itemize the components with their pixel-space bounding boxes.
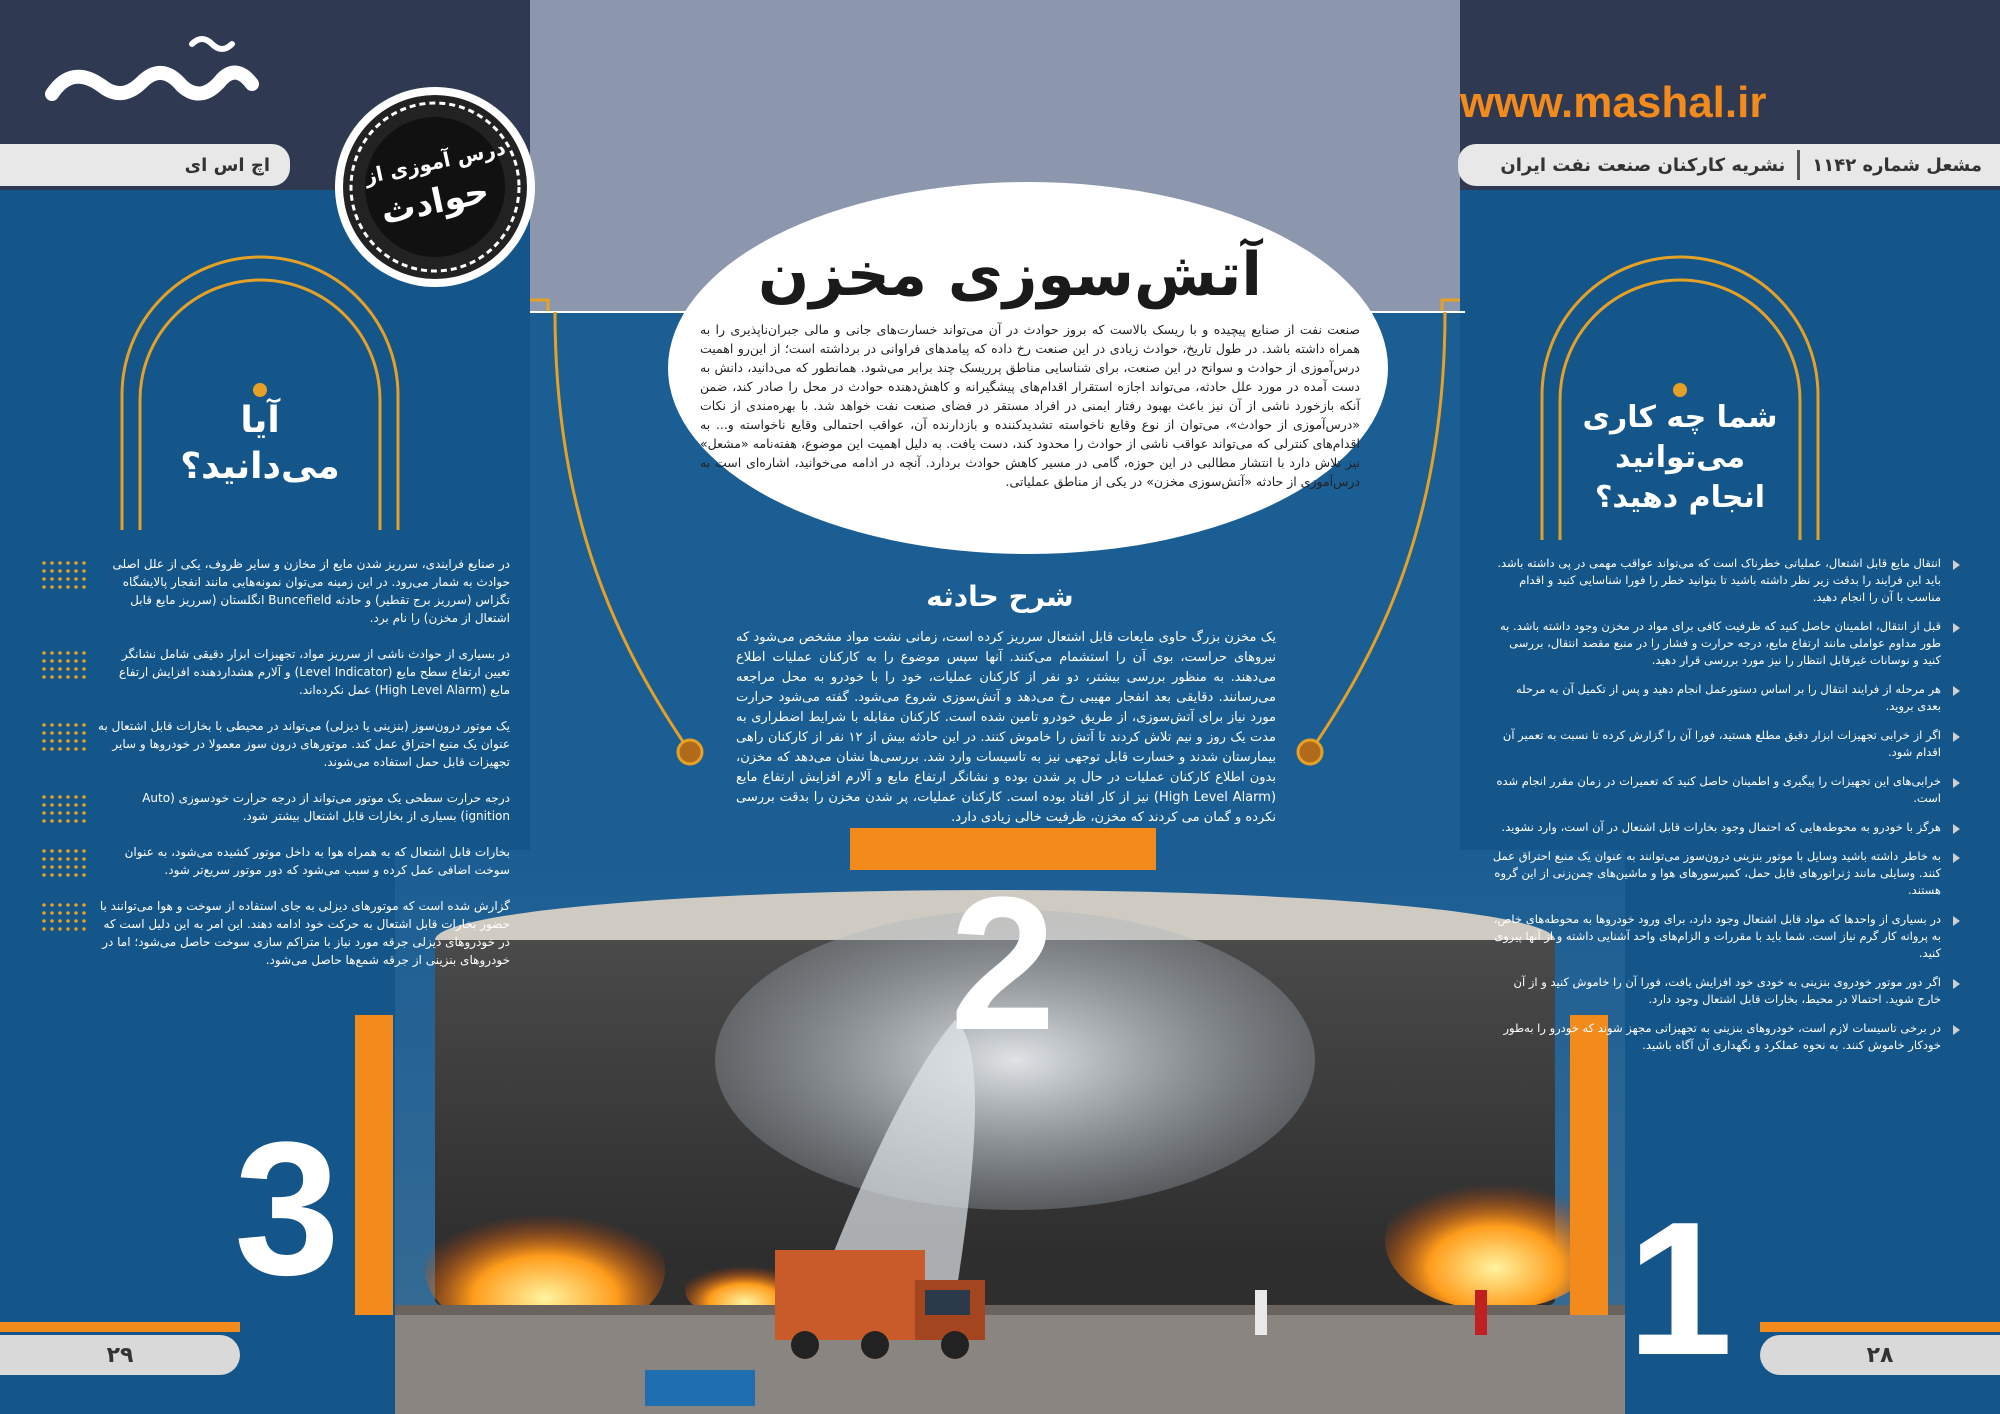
mashal-logo [42,24,262,124]
article-intro: صنعت نفت از صنایع پیچیده و با ریسک بالاست که بروز حوادث در آن می‌تواند خسارت‌های جانی و مالی جبران‌ناپذیری را به همراه داشته باشد. در طول تاریخ، حوادث زیادی در این صنعت رخ داده که پیامدهای فراوانی در برداشته است؛ از این‌رو اهمیت درس‌آموزی از حوادث و سوانح در این صنعت، برای شناسایی مناطق پرریسک چند برابر می‌شود. همانطور که می‌دانید، دانش به دست آمده در مورد علل حادثه، می‌تواند اجازه استقرار اقدام‌های پیشگیرانه و کاهش‌دهنده حوادث در محل را صادر کند، ضمن آنکه بازخورد ناشی از آن نیز باعث بهبود رفتار ایمنی در افراد مستقر در فضای صنعت نفت خواهد شد. با بهره‌مندی از نکات «درس‌آموزی از حوادث»، می‌توان از نوع وقایع ناخواسته تشدیدکننده و بازدارنده آن، عواقب احتمالی وقایع ناخواسته و... به اقدام‌های کنترلی که می‌تواند عواقب ناشی از حوادث را محدود کند، دست یافت. به دلیل اهمیت این موضوع، هفته‌نامه «مشعل» نیز تلاش دارد با انتشار مطالبی در این حوزه، گامی در مسیر کاهش حوادث بردارد. آنچه در ادامه می‌خوانید، اشاره‌ای است به درس‌آموزی از حادثه «آتش‌سوزی مخزن» در یکی از مناطق عملیاتی. [700,322,1360,489]
triangle-bullet-icon [1953,853,1960,863]
badge-line2: حوادث [377,171,493,233]
did-you-know-list [40,555,510,987]
page-number-left: ۲۹ [0,1335,240,1375]
triangle-bullet-icon [1953,623,1960,633]
badge-line1: درس آموزی از [362,135,508,189]
site-url[interactable]: www.mashal.ir [1460,78,1767,127]
dots-icon [40,649,86,679]
heading-line: می‌دانید؟ [180,446,340,487]
accent-strip-left [0,1322,240,1332]
section-label: اچ اس ای [184,154,270,176]
section-bar [0,144,290,186]
did-you-know-heading [140,398,380,490]
list-item: اگر از خرابی تجهیزات ابزار دقیق مطلع هستید، فورا آن را گزارش کرده تا نسبت به تعمیر آن اقدام شود. [1490,727,1960,761]
dots-icon [40,721,86,751]
list-item: در بسیاری از واحدها که مواد قابل اشتعال وجود دارد، برای ورود خودروها به محوطه‌های خاص، به پروانه کار گرم نیاز است. شما باید با مقررات و الزام‌های واحد آشنایی داشته و از آنها پیروی کنید. [1490,911,1960,962]
list-item: هرگز با خودرو به محوطه‌هایی که احتمال وجود بخارات قابل اشتعال در آن است، وارد نشوید. [1490,819,1960,836]
triangle-bullet-icon [1953,778,1960,788]
list-item: اگر دور موتور خودروی بنزینی به خودی خود افزایش یافت، فورا آن را خاموش کنید و از آن خارج شوید. احتمالا در محیط، بخارات قابل اشتعال وجود دارد. [1490,974,1960,1008]
list-item: درجه حرارت سطحی یک موتور می‌تواند از درجه حرارت خودسوزی (Auto ignition) بسیاری از بخارات قابل اشتعال بیشتر شود. [40,789,510,825]
dots-icon [40,559,86,589]
triangle-bullet-icon [1953,979,1960,989]
incident-description: یک مخزن بزرگ حاوی مایعات قابل اشتعال سرریز کرده است، زمانی نشت مواد مشخص می‌شود که نیروهای حراست، بوی آن را استشمام می‌کنند. آنها سپس موضوع را به کارکنان عملیات اطلاع می‌دهند. به منظور بررسی بیشتر، دو نفر از کارکنان عملیات، خود را با خودرو به محل مراجعه می‌رسانند. دقایقی بعد انفجار مهیبی رخ می‌دهد و آتش‌سوزی شروع می‌شود. گفته می‌شود حرارت مورد نیاز برای آتش‌سوزی، از طریق خودرو تامین شده است. کارکنان مقابله با شرایط اضطراری به مدت یک روز و نیم تلاش کردند تا آتش را خاموش کنند. در این حادثه بیش از ۱۲ نفر از کارکنان راهی بیمارستان شدند و خسارت قابل توجهی نیز به تاسیسات وارد شد. بررسی‌ها نشان می‌دهد که مخزن، بدون اطلاع کارکنان عملیات در حال پر شدن بوده و نشانگر ارتفاع مایع و آلارم افزایش ارتفاع مایع (High Level Alarm) نیز از کار افتاد بوده است. کارکنان عملیات، پر شدن مخزن را بدقت بررسی نکرده و گمان می کردند که مخزن، ظرفیت خالی زیادی دارد. [736,630,1277,825]
triangle-bullet-icon [1953,686,1960,696]
heading-line: آیا [240,400,280,441]
heading-line: انجام دهید؟ [1594,480,1766,515]
accent-bar-left [355,1015,393,1315]
list-item: در بسیاری از حوادث ناشی از سرریز مواد، تجهیزات ابزار دقیقی شامل نشانگر تعیین ارتفاع سطح مایع (Level Indicator) و آلارم هشداردهنده افزایش ارتفاع مایع (High Level Alarm) عمل نکرده‌اند. [40,645,510,699]
what-can-you-do-list [1490,555,1960,1066]
list-item: انتقال مایع قابل اشتعال، عملیاتی خطرناک است که می‌تواند عواقب مهمی در پی داشته باشد. باید این فرایند را بدقت زیر نظر داشته باشید تا بتوانید خطر را فورا شناسایی کنید و اقدام مناسب با آن را انجام دهید. [1490,555,1960,606]
heading-line: می‌توانید [1614,440,1746,475]
list-item: به خاطر داشته باشید وسایل با موتور بنزینی درون‌سوز می‌توانند به عنوان یک منبع احتراق عمل کنند. وسایلی مانند ژنراتورهای قابل حمل، کمپرسورهای هوا و ماشین‌های چمن‌زنی از این گروه هستند. [1490,848,1960,899]
issue-bar [1458,144,2000,186]
section-number-3: 3 [234,1103,340,1315]
list-item: گزارش شده است که موتورهای دیزلی به جای استفاده از سوخت و هوا می‌توانند با حضور بخارات قابل اشتعال به حرکت خود ادامه دهند. این امر به این دلیل است که در خودروهای دیزلی جرقه مورد نیاز با متراکم سازی سوخت حاصل می‌شود؛ اما در خودروهای بنزینی از جرقه شمع‌ها حاصل می‌شود. [40,897,510,969]
dots-icon [40,793,86,823]
heading-line: شما چه کاری [1582,400,1778,435]
lessons-badge [330,82,540,292]
section-number-2: 2 [950,858,1056,1070]
dots-icon [40,901,86,931]
accent-strip-right [1760,1322,2000,1332]
incident-heading: شرح حادثه [926,580,1074,613]
page-number-right: ۲۸ [1760,1335,2000,1375]
triangle-bullet-icon [1953,732,1960,742]
publication-name: نشریه کارکنان صنعت نفت ایران [1500,154,1786,176]
what-can-you-do-heading [1560,398,1800,518]
triangle-bullet-icon [1953,916,1960,926]
section-number-1: 1 [1627,1183,1733,1395]
list-item: یک موتور درون‌سوز (بنزینی یا دیزلی) می‌تواند در محیطی با بخارات قابل اشتعال به عنوان یک منبع احتراق عمل کند. موتورهای درون سوز معمولا در خودروها و سایر تجهیزات قابل حمل استفاده می‌شوند. [40,717,510,771]
dots-icon [40,847,86,877]
list-item: قبل از انتقال، اطمینان حاصل کنید که ظرفیت کافی برای مواد در مخزن وجود داشته باشد. به طور مداوم عواملی مانند ارتفاع مایع، درجه حرارت و فشار را در منبع مقصد انتقال، بررسی کنید و نوسانات غیرقابل انتظار را نیز مورد بررسی قرار دهید. [1490,618,1960,669]
triangle-bullet-icon [1953,824,1960,834]
issue-number: مشعل شماره ۱۱۴۲ [1812,154,1982,176]
list-item: خرابی‌های این تجهیزات را پیگیری و اطمینان حاصل کنید که تعمیرات در زمان مقرر انجام شده است. [1490,773,1960,807]
triangle-bullet-icon [1953,1025,1960,1035]
list-item: در صنایع فرایندی، سرریز شدن مایع از مخازن و سایر ظروف، یکی از علل اصلی حوادث به شمار می‌رود. در این زمینه می‌توان نمونه‌هایی مانند انفجار پالایشگاه تگزاس (سرریز برج تقطیر) و حادثه Buncefield انگلستان (سرریز مایع قابل اشتعال از مخزن) را نام برد. [40,555,510,627]
triangle-bullet-icon [1953,560,1960,570]
list-item: بخارات قابل اشتعال که به همراه هوا به داخل موتور کشیده می‌شود، به عنوان سوخت اضافی عمل کرده و سبب می‌شود که دور موتور سریع‌تر شود. [40,843,510,879]
list-item: در برخی تاسیسات لازم است، خودروهای بنزینی به تجهیزاتی مجهز شوند که خودرو را به‌طور خودکار خاموش کنند. به نحوه عملکرد و نگهداری آن آگاه باشید. [1490,1020,1960,1054]
list-item: هر مرحله از فرایند انتقال را بر اساس دستورعمل انجام دهید و پس از تکمیل آن به مرحله بعدی بروید. [1490,681,1960,715]
divider [1797,150,1800,180]
article-title: آتش‌سوزی مخزن [758,240,1262,310]
